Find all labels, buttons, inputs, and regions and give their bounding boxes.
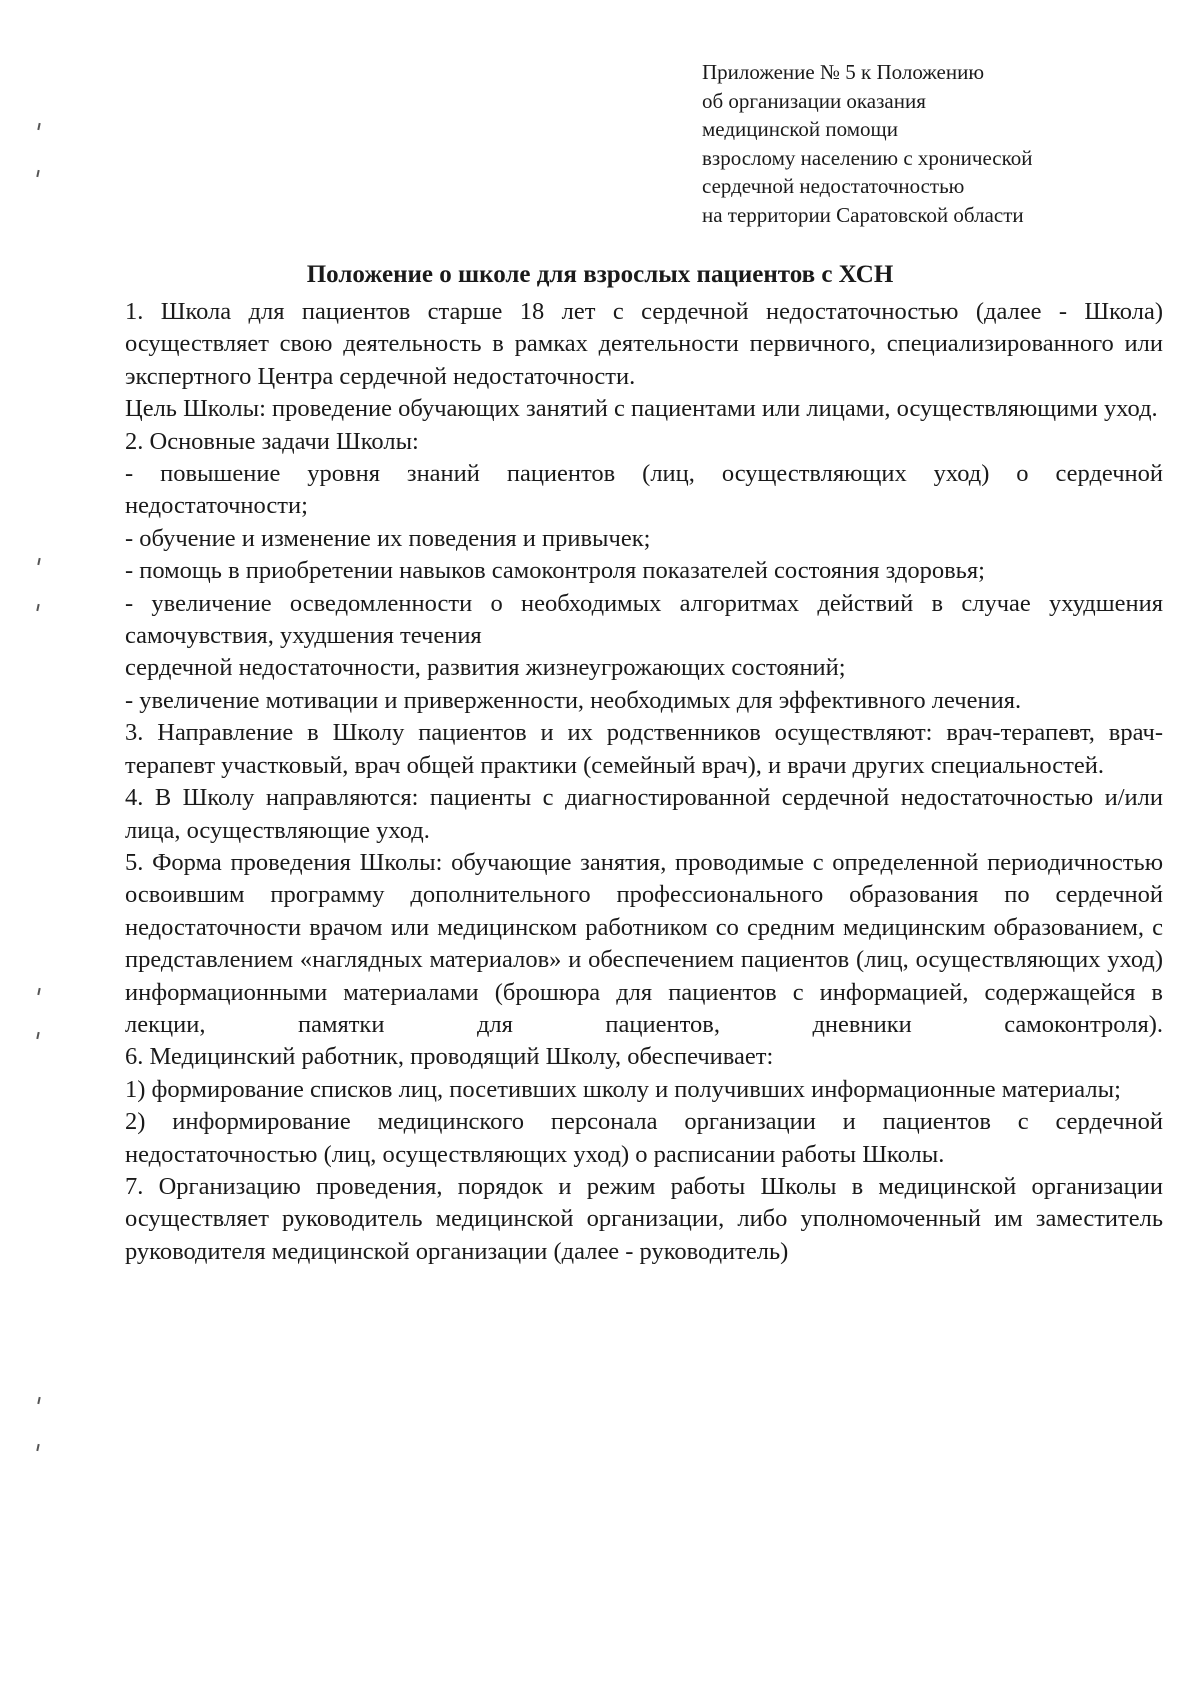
paragraph-7: 7. Организацию проведения, порядок и режим работы Школы в медицинской организации осуществляет руководитель медицинской организации, либо уполномоченный им заместитель руководителя медицинской организации (далее - руководитель) (125, 1172, 1163, 1265)
paragraph-3: 3. Направление в Школу пациентов и их родственников осуществляют: врач-терапевт, врач-терапевт участковый, врач общей практики (семейный врач), и врачи других специальностей. (125, 719, 1163, 779)
paragraph-6: 6. Медицинский работник, проводящий Школу, обеспечивает: (125, 1043, 774, 1071)
task-item: - увеличение мотивации и приверженности, необходимых для эффективного лечения. (125, 686, 1022, 714)
margin-mark (36, 170, 39, 177)
paragraph-4: 4. В Школу направляются: пациенты с диагностированной сердечной недостаточностью и/или лица, осуществляющие уход. (125, 784, 1163, 844)
appendix-line: на территории Саратовской области (702, 202, 1024, 227)
document-title: Положение о школе для взрослых пациентов с ХСН (306, 261, 894, 288)
margin-mark (36, 1032, 39, 1039)
margin-mark (36, 604, 39, 611)
duty-item: 2) информирование медицинского персонала организации и пациентов с сердечной недостаточностью (лиц, осуществляющих уход) о расписании работы Школы. (125, 1108, 1163, 1168)
paragraph-goal: Цель Школы: проведение обучающих занятий с пациентами или лицами, осуществляющими уход. (125, 395, 1158, 423)
appendix-line: Приложение № 5 к Положению (702, 60, 985, 84)
appendix-line: сердечной недостаточностью (702, 174, 965, 198)
paragraph-2: 2. Основные задачи Школы: (125, 427, 419, 455)
task-item: - обучение и изменение их поведения и привычек; (125, 524, 651, 552)
task-item: - повышение уровня знаний пациентов (лиц, осуществляющих уход) о сердечной недостаточности; (125, 460, 1163, 520)
paragraph-5: 5. Форма проведения Школы: обучающие занятия, проводимые с определенной периодичностью освоившим программу дополнительного профессионального образования по сердечной недостаточности врачом или медицинском работником со средним медицинским образованием, с представлением «наглядных материалов» и обеспечением пациентов (лиц, осуществляющих уход) информационными материалами (брошюра для пациентов с информацией, содержащейся в лекции, памятки для пациентов, дневники самоконтроля). (125, 848, 1163, 1038)
paragraph-1: 1. Школа для пациентов старше 18 лет с сердечной недостаточностью (далее - Школа) осуществляет свою деятельность в рамках деятельности первичного, специализированного или экспертного Центра сердечной недостаточности. (125, 298, 1163, 390)
document-body (125, 296, 1163, 1268)
appendix-line: медицинской помощи (702, 117, 898, 141)
margin-mark (37, 988, 40, 995)
appendix-line: об организации оказания (702, 88, 926, 113)
task-item: - помощь в приобретении навыков самоконтроля показателей состояния здоровья; (125, 557, 985, 585)
task-item-continued: сердечной недостаточности, развития жизнеугрожающих состояний; (125, 654, 846, 682)
appendix-line: взрослому населению с хронической (702, 145, 1033, 170)
margin-mark (36, 1444, 39, 1451)
appendix-header (702, 58, 1122, 229)
margin-mark (37, 123, 40, 130)
margin-mark (37, 558, 40, 565)
task-item: - увеличение осведомленности о необходимых алгоритмах действий в случае ухудшения самочувствия, ухудшения течения (125, 589, 1163, 650)
margin-mark (37, 1397, 40, 1404)
duty-item: 1) формирование списков лиц, посетивших школу и получивших информационные материалы; (125, 1075, 1121, 1103)
